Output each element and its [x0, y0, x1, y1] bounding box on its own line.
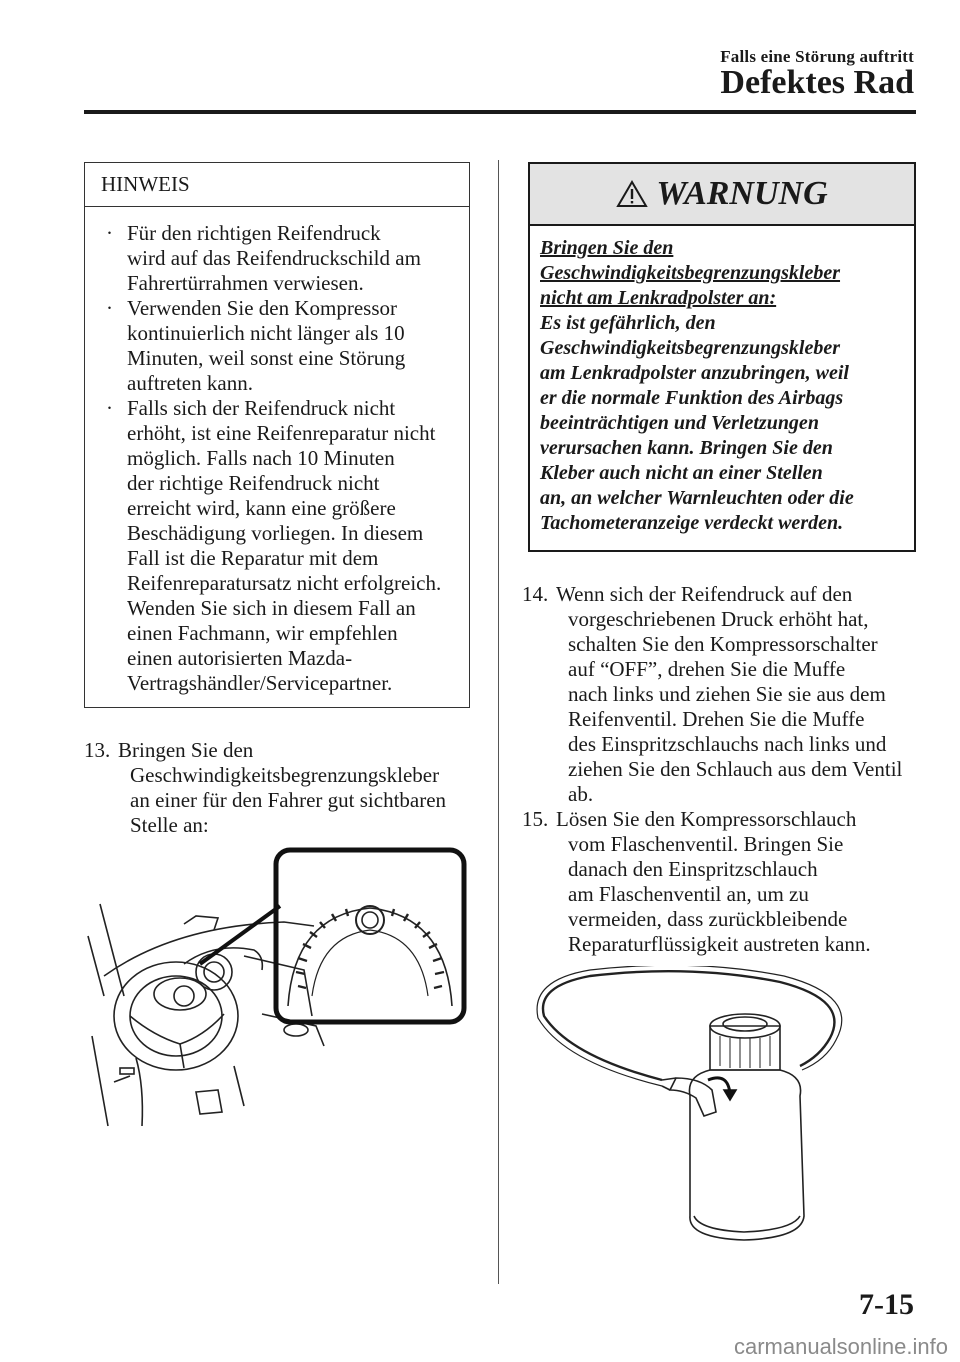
- note-line: Fahrertürrahmen verwiesen.: [127, 271, 364, 295]
- step-line: ziehen Sie den Schlauch aus dem Ventil: [568, 757, 903, 781]
- note-line: kontinuierlich nicht länger als 10: [127, 321, 405, 345]
- step-line: an einer für den Fahrer gut sichtbaren: [130, 788, 447, 812]
- warning-line: an, an welcher Warnleuchten oder die: [540, 487, 854, 509]
- warning-line: Kleber auch nicht an einer Stellen: [540, 462, 823, 484]
- step-line: Reifenventil. Drehen Sie die Muffe: [568, 707, 865, 731]
- note-line: der richtige Reifendruck nicht: [127, 471, 380, 495]
- note-line: erhöht, ist eine Reifenreparatur nicht: [127, 421, 436, 445]
- step-line: danach den Einspritzschlauch: [568, 857, 818, 881]
- step-line: ab.: [568, 782, 594, 806]
- note-item: [97, 296, 461, 396]
- note-line: Vertragshändler/Servicepartner.: [127, 671, 393, 695]
- warning-line: Es ist gefährlich, den: [540, 312, 716, 334]
- warning-underlined-line: Bringen Sie den: [540, 237, 674, 259]
- step-line: Wenn sich der Reifendruck auf den: [556, 582, 853, 606]
- warning-header: [530, 164, 914, 226]
- warning-body: [530, 226, 914, 536]
- page-number: 7-15: [859, 1288, 914, 1321]
- note-line: erreicht wird, kann eine größere: [127, 496, 396, 520]
- warning-triangle-icon: [616, 180, 648, 208]
- header-section-label: Falls eine Störung auftritt: [720, 47, 914, 66]
- note-line: einen autorisierten Mazda-: [127, 646, 353, 670]
- note-line: Wenden Sie sich in diesem Fall an: [127, 596, 416, 620]
- step-14: [522, 582, 920, 807]
- step-line: Geschwindigkeitsbegrenzungskleber: [130, 763, 440, 787]
- note-line: Beschädigung vorliegen. In diesem: [127, 521, 424, 545]
- page-title: Defektes Rad: [720, 64, 914, 101]
- warning-line: er die normale Funktion des Airbags: [540, 387, 844, 409]
- note-line: Falls sich der Reifendruck nicht: [127, 396, 396, 420]
- step-line: Stelle an:: [130, 813, 209, 837]
- step-13: [84, 738, 484, 838]
- note-list: [85, 207, 469, 696]
- warning-underlined-line: Geschwindigkeitsbegrenzungskleber: [540, 262, 841, 284]
- dashboard-illustration: [84, 846, 474, 1136]
- note-box: [84, 162, 470, 708]
- note-line: einen Fachmann, wir empfehlen: [127, 621, 398, 645]
- step-line: vom Flaschenventil. Bringen Sie: [568, 832, 844, 856]
- step-line: am Flaschenventil an, um zu: [568, 882, 809, 906]
- step-line: Bringen Sie den: [118, 738, 254, 762]
- warning-line: am Lenkradpolster anzubringen, weil: [540, 362, 849, 384]
- warning-line: Tachometeranzeige verdeckt werden.: [540, 512, 844, 534]
- step-line: Reparaturflüssigkeit austreten kann.: [568, 932, 871, 956]
- note-line: Fall ist die Reparatur mit dem: [127, 546, 379, 570]
- bullet: ·: [106, 221, 113, 245]
- header-rule: [84, 110, 916, 114]
- column-divider: [498, 160, 499, 1284]
- step-line: Lösen Sie den Kompressorschlauch: [556, 807, 857, 831]
- note-item: [97, 221, 461, 296]
- step-line: nach links und ziehen Sie sie aus dem: [568, 682, 886, 706]
- warning-line: Geschwindigkeitsbegrenzungskleber: [540, 337, 841, 359]
- step-line: auf “OFF”, drehen Sie die Muffe: [568, 657, 846, 681]
- note-item: [97, 396, 461, 696]
- warning-title: WARNUNG: [656, 175, 828, 212]
- warning-box: [528, 162, 916, 552]
- bullet: ·: [106, 296, 113, 320]
- note-line: Verwenden Sie den Kompressor: [127, 296, 398, 320]
- bullet: ·: [106, 396, 113, 420]
- step-15: [522, 807, 920, 957]
- step-line: vorgeschriebenen Druck erhöht hat,: [568, 607, 869, 631]
- note-line: möglich. Falls nach 10 Minuten: [127, 446, 395, 470]
- note-line: Minuten, weil sonst eine Störung: [127, 346, 406, 370]
- bottle-illustration: [530, 966, 890, 1246]
- warning-line: verursachen kann. Bringen Sie den: [540, 437, 833, 459]
- step-number: 13.: [84, 738, 111, 762]
- step-number: 15.: [522, 807, 549, 831]
- warning-underlined-line: nicht am Lenkradpolster an:: [540, 287, 777, 309]
- warning-line: beeinträchtigen und Verletzungen: [540, 412, 819, 434]
- note-line: Für den richtigen Reifendruck: [127, 221, 381, 245]
- step-line: vermeiden, dass zurückbleibende: [568, 907, 848, 931]
- note-heading: HINWEIS: [85, 163, 469, 207]
- note-line: wird auf das Reifendruckschild am: [127, 246, 421, 270]
- step-line: schalten Sie den Kompressorschalter: [568, 632, 878, 656]
- note-line: Reifenreparatursatz nicht erfolgreich.: [127, 571, 442, 595]
- note-line: auftreten kann.: [127, 371, 253, 395]
- step-number: 14.: [522, 582, 549, 606]
- watermark: carmanualsonline.info: [733, 1334, 948, 1359]
- step-line: des Einspritzschlauchs nach links und: [568, 732, 887, 756]
